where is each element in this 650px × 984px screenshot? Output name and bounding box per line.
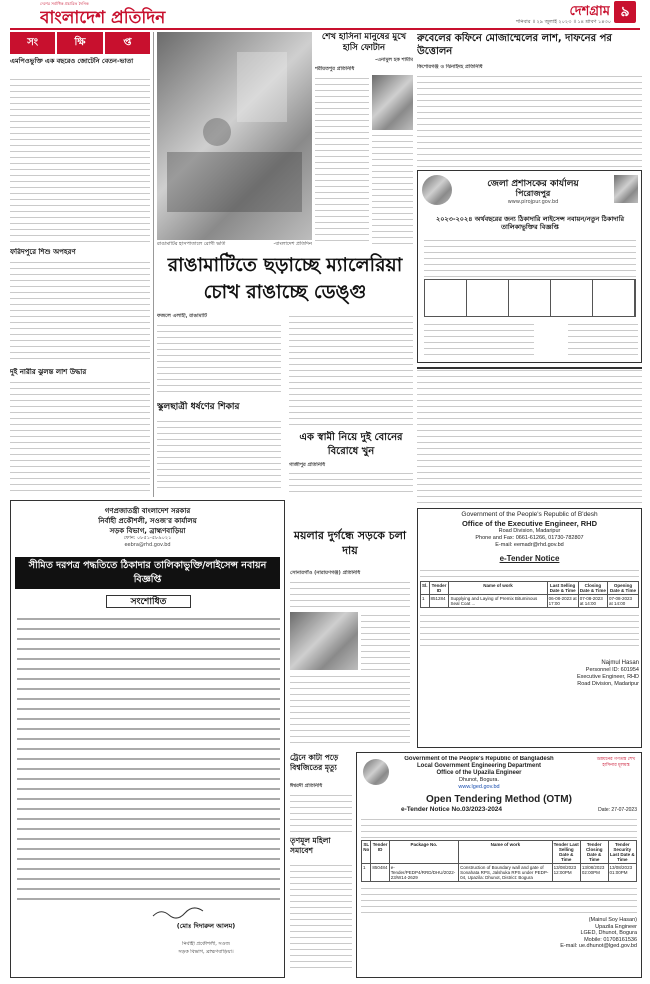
brief-item-3-title[interactable]: দুই নারীর ঝুলন্ত লাশ উদ্ধার (10, 368, 87, 376)
hospital-photo[interactable] (157, 32, 312, 240)
roads-sign-title: নির্বাহী প্রকৌশলী, সওজ (182, 941, 230, 947)
newspaper-logo[interactable]: বাংলাদেশ প্রতিদিন (40, 8, 166, 27)
rhd-division: Road Division, Madaripur (498, 528, 561, 534)
photo-credit: -বাংলাদেশ প্রতিদিন (273, 241, 312, 247)
dc-portrait (614, 175, 638, 203)
lged-method: Open Tendering Method (OTM) (426, 794, 572, 805)
roads-sign-name: (মোঃ দিদারুল আলম) (176, 922, 236, 930)
lged-cell-selling: 13/08/2023 12:00PM (552, 864, 580, 882)
rhd-cell-work: Supplying and Laying of Premix Bituminous Seal Coat ... (449, 595, 547, 608)
road-headline[interactable]: ময়লার দুর্গন্ধে সড়কে চলা দায় (293, 529, 407, 557)
women-body (290, 862, 352, 972)
rhd-sign-name: Najmul Hasan (601, 660, 639, 666)
shroud-headline[interactable]: রুবেলের কফিনে মোজাম্মেলের লাশ, দাফনের পর উত্তোলন (417, 33, 612, 57)
rhd-gov: Government of the People's Republic of B'desh (461, 511, 598, 518)
rhd-cell-selling: 06-08-2023 at 17:00 (548, 596, 577, 606)
lged-content (361, 756, 637, 974)
lged-cell-id: 850484 (371, 864, 389, 882)
lged-cell-sl: 1 (362, 864, 371, 882)
rhd-email[interactable]: E-mail: eemadr@rhd.gov.bd (495, 542, 564, 548)
malaria-headline[interactable] (157, 252, 413, 310)
masthead (0, 0, 650, 28)
lged-cell-work: Construction of Boundary wall and gate of Sonahata RPS, Jalshuka RPS under PEDP-04, Upazila: Dhunot, District: Bogura (459, 864, 553, 882)
lged-col-package: Package No. (389, 841, 458, 864)
rhd-cell-sl: 1 (421, 595, 430, 608)
shroud-place: কিশোরগঞ্জ ও ঝিনাইদহ প্রতিনিধি (417, 64, 483, 70)
lged-col-selling: Tender Last Selling Date & Time (553, 842, 579, 862)
road-body-1 (290, 579, 410, 609)
roads-signature-icon (151, 905, 211, 919)
dc-pirojpur-ad (417, 170, 642, 363)
hasina-body (315, 75, 369, 245)
lged-place: Dhunot, Bogura. (458, 777, 500, 783)
roads-brahmanbaria-ad (10, 500, 285, 978)
road-photo[interactable] (290, 612, 358, 670)
malaria-body-1 (157, 322, 281, 397)
dc-logo-icon (422, 175, 452, 205)
brief-item-1-body (10, 76, 150, 242)
logo-tag: দেশের সর্বাধিক প্রচারিত দৈনিক (40, 1, 89, 6)
dc-body (424, 237, 636, 277)
rhd-col-closing: Closing Date & Time (579, 583, 606, 593)
rhd-tender-table (420, 581, 639, 608)
murder-body (289, 470, 413, 497)
lged-cell-closing: 13/08/2023 02:00PM (580, 864, 608, 882)
brief-banner-1: সং (10, 32, 55, 54)
column-rule-1 (153, 32, 154, 497)
rhd-notice-title: e-Tender Notice (499, 554, 560, 563)
roads-gov: গণপ্রজাতন্ত্রী বাংলাদেশ সরকার (104, 507, 191, 515)
lged-mobile: Mobile: 01708161536 (584, 936, 637, 943)
rhd-tender-content (420, 511, 639, 745)
roads-notice-title-bar (15, 557, 280, 589)
road-body-3 (290, 673, 410, 748)
brief-banner-3: প্ত (105, 32, 150, 54)
section-name: দেশগ্রাম (569, 4, 610, 19)
murder-place: গাজীপুর প্রতিনিধি (289, 462, 326, 468)
brief-item-3-body (10, 379, 150, 493)
roads-sign-place: সড়ক বিভাগ, ব্রাহ্মণবাড়িয়া। (178, 949, 234, 955)
malaria-byline: ফজলে এলাহী, রাঙামাটি (157, 313, 207, 319)
lged-sign-title: Upazila Engineer (595, 923, 637, 930)
rhd-contact: Phone and Fax: 0661-61266, 01730-782807 (475, 535, 584, 541)
brief-banner-2: ক্ষি (57, 32, 102, 54)
lged-col-work: Name of work (459, 841, 553, 864)
rhd-col-id: Tender ID (429, 582, 449, 595)
roads-email[interactable]: eebra@rhd.gov.bd (124, 542, 171, 548)
rhd-sign-place: Road Division, Madaripur (577, 681, 639, 687)
rhd-col-sl: Sl. (421, 582, 430, 595)
women-headline[interactable]: তৃণমূল মহিলা সমাবেশ (290, 836, 331, 855)
dc-signature (568, 321, 638, 357)
rhd-cell-closing: 07-08-2023 at 14:00 (578, 595, 607, 608)
lged-office: Office of the Upazila Engineer (436, 770, 522, 776)
malaria-headline-text: রাঙামাটিতে ছড়াচ্ছে ম্যালেরিয়া চোখ রাঙাচ্ছে ডেঙ্গু (167, 254, 403, 303)
rhd-col-opening: Opening Date & Time (608, 582, 639, 595)
brief-banner (10, 32, 150, 54)
masthead-rule (10, 28, 640, 30)
lged-cell-package: e-Tender/PEDP4/RRD/DHU/2022-23/W14-2629 (389, 864, 458, 882)
lged-logo-icon (363, 759, 389, 785)
road-place: সোনারগাঁও (নারায়ণগঞ্জ) প্রতিনিধি (290, 570, 361, 576)
page-number: ৯ (614, 1, 636, 23)
hasina-byline: -এনামুল হক শামীম (375, 57, 413, 63)
lged-cell-security: 13/08/2023 01:00PM (608, 864, 636, 882)
lged-email[interactable]: E-mail: ue.dhunot@lged.gov.bd (560, 943, 637, 949)
lged-col-security: Tender Security Last Date & Time (609, 842, 635, 862)
photo-caption: রাঙামাটির হাসপাতালে রোগী ভর্তি (157, 241, 226, 247)
date-line: শনিবার ॥ ২৯ জুলাই ২০২৩ ॥ ১৪ শ্রাবণ ১৪৩০ (516, 19, 611, 25)
dc-fee-table (424, 279, 636, 317)
lged-sign-place: LGED, Dhunot, Bogura (580, 930, 637, 936)
rhd-cell-opening: 07-08-2023 at 14:00 (608, 595, 639, 608)
lged-col-closing: Tender Closing Date & Time (580, 841, 608, 864)
train-headline[interactable]: ট্রেনে কাটা পড়ে বিশ্বজিতের মৃত্যু (290, 753, 339, 772)
dc-title: জেলা প্রশাসকের কার্যালয় (487, 179, 579, 188)
dc-place: পিরোজপুর (515, 189, 551, 198)
lged-date: Date: 27-07-2023 (598, 807, 637, 813)
hasina-photo (372, 75, 413, 130)
road-body-2 (361, 612, 410, 670)
train-place: ঈশ্বরদী প্রতিনিধি (290, 783, 323, 789)
lged-badge: উন্নয়নের গণতন্ত্র শেখ হাসিনার মূলমন্ত্র (596, 757, 636, 768)
lged-tender-table (361, 840, 637, 882)
roads-office: নির্বাহী প্রকৌশলী, সওজ'র কার্যালয় (98, 517, 197, 525)
schoolgirl-body (157, 418, 281, 493)
train-body (290, 792, 352, 832)
rhd-sign-title: Executive Engineer, RHD (576, 674, 639, 680)
lged-web[interactable]: www.lged.gov.bd (458, 784, 500, 790)
roads-body (17, 613, 280, 903)
lged-sign-name: (Mainul Soy Hasan) (588, 917, 637, 923)
schoolgirl-headline[interactable]: স্কুলছাত্রী ধর্ষণের শিকার (157, 402, 240, 412)
dc-footer-lines (424, 321, 534, 357)
rhd-cell-id: 851284 (429, 595, 449, 608)
roads-amend-label: সংশোধিত (106, 595, 191, 608)
malaria-body-2 (289, 313, 413, 428)
lged-notice-no: e-Tender Notice No.03/2023-2024 (401, 806, 503, 813)
hasina-body-2 (372, 132, 413, 245)
table-row (421, 595, 639, 608)
lged-dept: Local Government Engineering Department (416, 763, 542, 769)
hasina-place: শরীয়তপুর প্রতিনিধি (315, 66, 355, 72)
roads-phone: ফোন: ০৮৫১-৫৮৯০২১ (123, 535, 172, 541)
hasina-headline[interactable]: শেখ হাসিনা মানুষের মুখে হাসি ফোটান (321, 32, 407, 53)
brief-item-1-title[interactable]: এমপিওভুক্তি এক বছরেও জোটেনি বেতন-ভাতা (10, 57, 134, 65)
lged-col-sl: SL No (362, 841, 371, 864)
dc-web[interactable]: www.pirojpur.gov.bd (507, 199, 559, 205)
table-row (362, 864, 637, 882)
rhd-col-work: Name of work (449, 582, 547, 595)
lged-col-id: Tender ID (371, 841, 389, 864)
rhd-office: Office of the Executive Engineer, RHD (461, 519, 598, 528)
rhd-personnel-id: Personnel ID: 601954 (585, 667, 639, 673)
lged-dhunot-ad (356, 752, 642, 978)
lged-gov: Government of the People's Republic of Bangladesh (404, 756, 554, 762)
roads-division: সড়ক বিভাগ, ব্রাহ্মণবাড়িয়া (109, 527, 186, 535)
murder-body-right-col (417, 367, 642, 505)
rhd-col-selling: Last Selling Date & Time (547, 582, 578, 595)
murder-headline[interactable]: এক স্বামী নিয়ে দুই বোনের বিরোধে খুন (299, 432, 403, 457)
photo-placeholder-icon (157, 32, 312, 240)
shroud-body (417, 73, 642, 167)
roads-notice-title: সীমিত দরপত্র পদ্ধতিতে ঠিকাদার তালিকাভুক্তি/লাইসেন্স নবায়ন বিজ্ঞপ্তি (28, 560, 267, 585)
brief-item-2-body (10, 259, 150, 363)
dc-notice: ২০২৩-২০২৪ অর্থবছরের জন্য ঠিকাদারি লাইসেন্স নবায়ন/নতুন ঠিকাদারি তালিকাভুক্তির বিজ্ঞপ্তি (435, 215, 625, 231)
brief-item-2-title[interactable]: ফরিদপুরে শিশু অপহরণ (10, 248, 76, 256)
